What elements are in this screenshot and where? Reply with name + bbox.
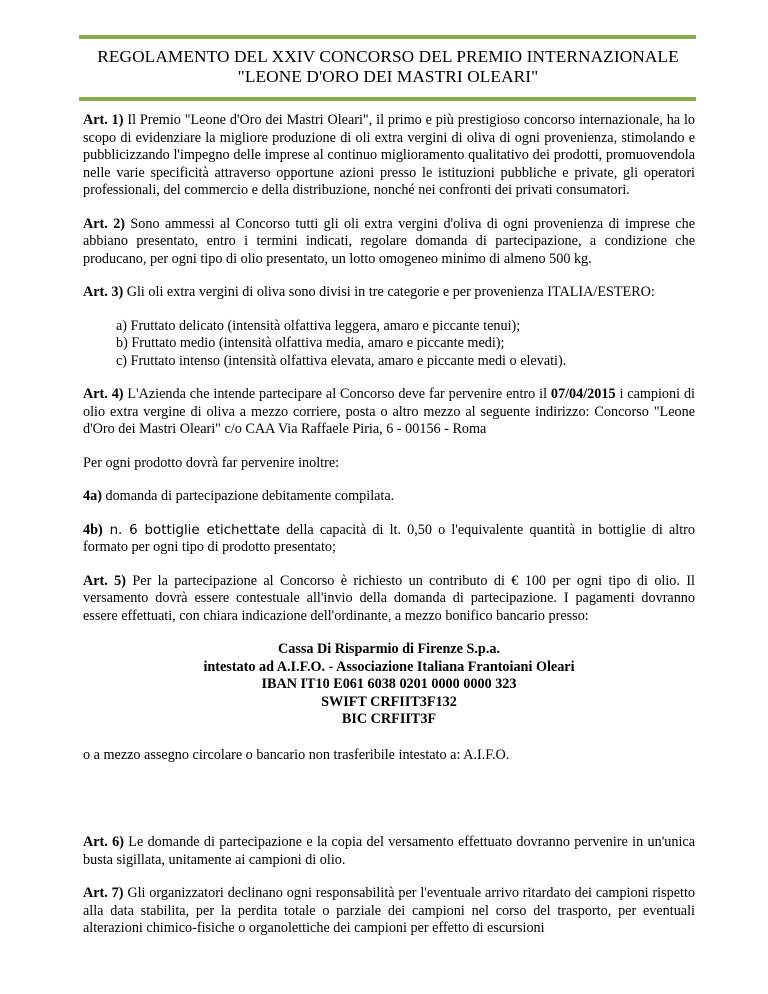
article-text: Per la partecipazione al Concorso è richiesto un contributo di € 100 per ogni tipo di olio. Il versamento dovrà essere contestuale all'invio della domanda di partecipazione. I pagamenti dovranno essere effettuati, con chiara indicazione dell'ordinante, a mezzo bonifico bancario presso: <box>83 572 695 624</box>
item-label: 4a) <box>83 488 102 504</box>
bottles-highlight: n. 6 bottiglie etichettate <box>102 522 280 538</box>
article-5 <box>83 573 695 626</box>
bic: BIC CRFIIT3F <box>341 711 437 727</box>
iban: IBAN IT10 E061 6038 0201 0000 0000 323 <box>261 676 517 692</box>
bank-details <box>83 641 695 729</box>
article-3 <box>83 284 695 302</box>
blank-space <box>83 780 695 834</box>
top-divider <box>79 35 696 39</box>
article-label: Art. 3) <box>83 284 124 300</box>
article-text: Il Premio "Leone d'Oro dei Mastri Oleari", il primo e più prestigioso concorso internazionale, ha lo scopo di evidenziare la migliore produzione di oli extra vergini di oliva di ogni provenienza, stimolando e pubblicizzando l'impegno delle imprese al continuo miglioramento qualitativo dei prodotti, promuovendola nelle varie specificità attraverso opportune azioni presso le istituzioni pubbliche e private, gli operatori professionali, del commercio e della distribuzione, nonché nei confronti dei privati consumatori. <box>83 112 695 198</box>
article-4a <box>83 488 695 506</box>
title-line-1: REGOLAMENTO DEL XXIV CONCORSO DEL PREMIO INTERNAZIONALE <box>97 47 679 66</box>
bank-name: Cassa Di Risparmio di Firenze S.p.a. <box>277 641 501 657</box>
article-label: Art. 1) <box>83 112 124 128</box>
payment-alternative: o a mezzo assegno circolare o bancario non trasferibile intestato a: A.I.F.O. <box>83 746 510 763</box>
title-divider <box>79 97 696 101</box>
article-label: Art. 5) <box>83 572 127 589</box>
article-4-intro: Per ogni prodotto dovrà far pervenire inoltre: <box>83 454 340 471</box>
deadline-date: 07/04/2015 <box>550 386 616 402</box>
account-holder: intestato ad A.I.F.O. - Associazione Italiana Frantoiani Oleari <box>203 658 575 675</box>
category-item: a) Fruttato delicato (intensità olfattiva leggera, amaro e piccante tenui); <box>116 317 521 334</box>
category-item: c) Fruttato intenso (intensità olfattiva elevata, amaro e piccante medi o elevati). <box>116 352 567 369</box>
item-text: domanda di partecipazione debitamente compilata. <box>101 488 395 504</box>
item-text: della capacità di lt. 0,50 o l'equivalente quantità in bottiglie di altro formato per ogni tipo di prodotto presentato; <box>83 521 695 555</box>
item-label: 4b) <box>83 521 103 538</box>
article-label: Art. 6) <box>83 834 124 850</box>
category-item: b) Fruttato medio (intensità olfattiva media, amaro e piccante medi); <box>116 335 505 351</box>
article-2 <box>83 216 695 269</box>
category-list <box>83 318 695 371</box>
article-text: Le domande di partecipazione e la copia del versamento effettuato dovranno pervenire in un'unica busta sigillata, unitamente ai campioni di olio. <box>83 834 695 868</box>
article-label: Art. 2) <box>83 215 126 232</box>
swift: SWIFT CRFIIT3F132 <box>321 693 457 710</box>
article-4 <box>83 386 695 439</box>
article-1 <box>83 112 695 200</box>
article-label: Art. 7) <box>83 885 124 901</box>
article-text: Gli organizzatori declinano ogni responsabilità per l'eventuale arrivo ritardato dei campioni rispetto alla data stabilita, per la perdita totale o parziale dei campioni nel corso del trasporto, per eventuali alterazioni chimico-fisiche o organolettiche dei campioni per effetto di escursioni <box>83 885 696 936</box>
article-4b <box>83 522 695 557</box>
page-title <box>60 47 716 87</box>
article-text: Gli oli extra vergini di oliva sono divisi in tre categorie e per provenienza ITALIA/ESTERO: <box>123 284 655 300</box>
article-6 <box>83 834 695 869</box>
article-text: L'Azienda che intende partecipare al Concorso deve far pervenire entro il <box>123 386 551 402</box>
article-text: i campioni di olio extra vergine di oliva a mezzo corriere, posta o altro mezzo al seguente indirizzo: Concorso "Leone d'Oro dei Mastri Oleari" c/o CAA Via Raffaele Piria, 6 - 00156 - Roma <box>83 386 695 437</box>
article-text: Sono ammessi al Concorso tutti gli oli extra vergini d'oliva di ogni provenienza di imprese che abbiano presentato, entro i termini indicati, regolare domanda di partecipazione, a condizione che producano, per ogni tipo di olio presentato, un lotto omogeneo minimo di almeno 500 kg. <box>83 215 695 267</box>
article-label: Art. 4) <box>83 386 124 402</box>
article-7 <box>83 885 695 938</box>
regulation-body <box>83 112 695 954</box>
title-line-2: "LEONE D'ORO DEI MASTRI OLEARI" <box>237 67 539 86</box>
